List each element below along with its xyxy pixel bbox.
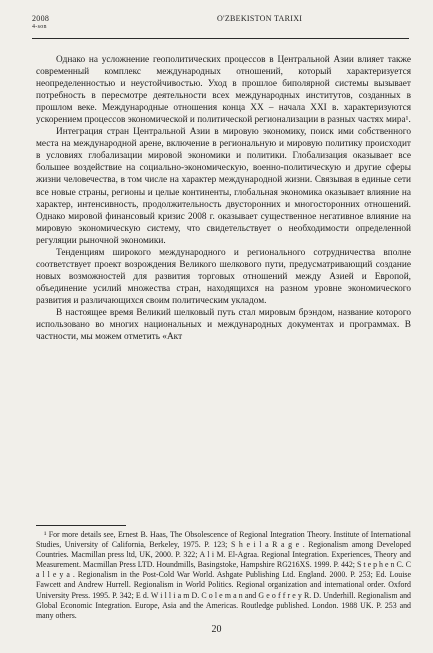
header-journal-title: O'ZBEKISTON TARIXI <box>217 14 303 23</box>
paragraph-1: Однако на усложнение геополитических процессов в Центральной Азии влияет также современный комплекс международных отношений, который характеризуется неопределенностью и неустойчивостью. Уход в прошлое биполярной системы вызывает потребность в пересмотре деятельности всех международных институтов, созданных в прошлом веке. Международные отношения конца XX – начала XXI в. характеризуются ускорением процессов экономической и политической регионализации в разных частях мира¹. <box>36 55 411 126</box>
page-number: 20 <box>211 624 222 635</box>
header-year: 2008 <box>32 14 50 23</box>
header-rule <box>32 38 409 39</box>
paragraph-4: В настоящее время Великий шелковый путь стал мировым брэндом, название которого использовано во многих национальных и международных документах и программах. В частности, мы можем отметить «Акт <box>36 307 411 343</box>
footnote-rule <box>36 525 126 526</box>
footnote-text: ¹ For more details see, Ernest B. Haas, The Obsolescence of Regional Integration Theory. Institute of International Studies, University of California, Berkeley, 1975. P. 123; S h e i l a R a g e . Regionalism among Developed Countries. Macmillan press ltd, UK, 2000. P. 322; A l i M. El-Agraa. Regional Integration. Experiences, Theory and Measurement. Macmillan Press LTD. Houndmills, Basingstoke, Hampshire RG216XS. 1999. P. 442; S t e p h e n C. C a l l e y a . Regionalism in the Post-Cold War World. Ashgate Publishing Ltd. England. 2000. P. 253; Ed. Louise Fawcett and Andrew Hurrell. Regionalism in World Politics. Regional organization and international order. Oxford University Press. 1995. P. 342; E d. W i l l i a m D. C o l e m a n and G e o f f r e y R. D. Underhill. Regionalism and Global Economic Integration. Europe, Asia and the Americas. Routledge published. London. 1988 UK. P. 253 and many others. <box>36 530 411 620</box>
running-header <box>32 14 409 28</box>
header-issue: 4-son <box>32 24 47 30</box>
footnote <box>36 530 411 621</box>
paragraph-3: Тенденциям широкого международного и регионального сотрудничества вполне соответствует проект возрождения Великого шелкового пути, предусматривающий создание новых возможностей для развития торговых отношений между Азией и Европой, объединение усилий множества стран, находящихся на разном уровне экономического развития и различающихся своим политическим укладом. <box>36 247 411 306</box>
paragraph-2: Интеграция стран Центральной Азии в мировую экономику, поиск ими собственного места на международной арене, включение в региональную и мировую политику происходит в условиях глобализации мировой экономики и политики. Глобализация оказывает все большее воздействие на социально-экономическую, военно-политическую и другие сферы жизни человечества, в том числе на характер международной жизни. Связывая в единые сети все новые страны, регионы и целые континенты, глобальная экономика оказывает влияние на характер, интенсивность, продолжительность двусторонних и многосторонних отношений. Однако мировой финансовый кризис 2008 г. оказывает существенное негативное влияние на мировую экономическую систему, что свидетельствует о необходимости определенной регуляции рыночной экономики. <box>36 127 411 246</box>
body-text <box>36 54 411 343</box>
